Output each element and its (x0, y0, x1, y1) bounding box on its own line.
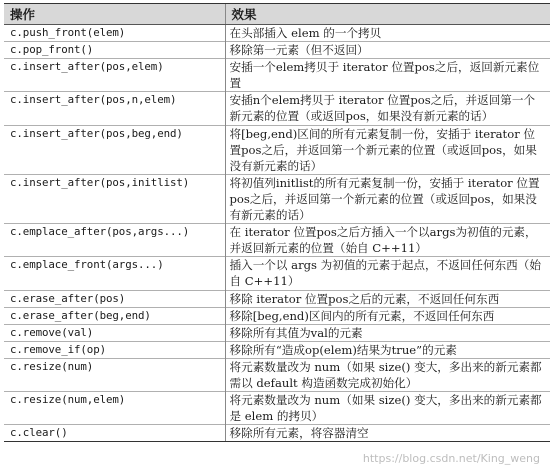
table-row (4, 307, 550, 324)
operation-cell: c.push_front(elem) (4, 25, 225, 42)
operation-cell: c.remove_if(op) (4, 341, 225, 358)
operation-cell: c.insert_after(pos,initlist) (4, 174, 225, 223)
effect-cell: 移除[beg,end)区间内的所有元素，不返回任何东西 (225, 307, 550, 324)
operation-cell: c.emplace_after(pos,args...) (4, 224, 225, 257)
table-row (4, 174, 550, 223)
effect-cell: 插入一个以 args 为初值的元素于起点，不返回任何东西（始自 C++11） (225, 257, 550, 290)
operation-cell: c.clear() (4, 425, 225, 442)
operation-cell: c.erase_after(beg,end) (4, 307, 225, 324)
effect-cell: 在头部插入 elem 的一个拷贝 (225, 25, 550, 42)
effect-cell: 移除所有元素，将容器清空 (225, 425, 550, 442)
operation-cell: c.pop_front() (4, 42, 225, 59)
table-row (4, 392, 550, 425)
effect-cell: 移除所有“造成op(elem)结果为true”的元素 (225, 341, 550, 358)
effect-cell: 移除第一元素（但不返回） (225, 42, 550, 59)
operation-cell: c.remove(val) (4, 324, 225, 341)
effect-cell: 将[beg,end)区间的所有元素复制一份，安插于 iterator 位置pos之后，并返回第一个新元素的位置（或返回pos，如果没有新元素的话） (225, 125, 550, 174)
operation-cell: c.emplace_front(args...) (4, 257, 225, 290)
watermark: https://blog.csdn.net/King_weng (362, 452, 540, 465)
effect-cell: 安插一个elem拷贝于 iterator 位置pos之后，返回新元素位置 (225, 59, 550, 92)
table-row (4, 92, 550, 125)
table-header-row (4, 4, 550, 25)
operation-cell: c.resize(num) (4, 358, 225, 391)
table-row (4, 125, 550, 174)
table-row (4, 324, 550, 341)
table-row (4, 290, 550, 307)
header-effect: 效果 (225, 4, 550, 25)
table-row (4, 341, 550, 358)
effect-cell: 将元素数量改为 num（如果 size() 变大，多出来的新元素都是 elem 的拷贝） (225, 392, 550, 425)
table-row (4, 59, 550, 92)
effect-cell: 移除所有其值为val的元素 (225, 324, 550, 341)
table-row (4, 25, 550, 42)
operation-cell: c.insert_after(pos,beg,end) (4, 125, 225, 174)
effect-cell: 将初值列initlist的所有元素复制一份，安插于 iterator 位置pos之后，并返回第一个新元素的位置（或返回pos，如果没有新元素的话） (225, 174, 550, 223)
header-operation: 操作 (4, 4, 225, 25)
effect-cell: 移除 iterator 位置pos之后的元素，不返回任何东西 (225, 290, 550, 307)
operation-cell: c.resize(num,elem) (4, 392, 225, 425)
table-row (4, 358, 550, 391)
operation-cell: c.insert_after(pos,elem) (4, 59, 225, 92)
table-row (4, 425, 550, 442)
table-row (4, 224, 550, 257)
operation-cell: c.insert_after(pos,n,elem) (4, 92, 225, 125)
effect-cell: 在 iterator 位置pos之后方插入一个以args为初值的元素，并返回新元素的位置（始自 C++11） (225, 224, 550, 257)
table-row (4, 257, 550, 290)
operations-table (4, 3, 550, 442)
operation-cell: c.erase_after(pos) (4, 290, 225, 307)
table-row (4, 42, 550, 59)
effect-cell: 安插n个elem拷贝于 iterator 位置pos之后，并返回第一个新元素的位置（或返回pos，如果没有新元素的话） (225, 92, 550, 125)
effect-cell: 将元素数量改为 num（如果 size() 变大，多出来的新元素都需以 default 构造函数完成初始化） (225, 358, 550, 391)
